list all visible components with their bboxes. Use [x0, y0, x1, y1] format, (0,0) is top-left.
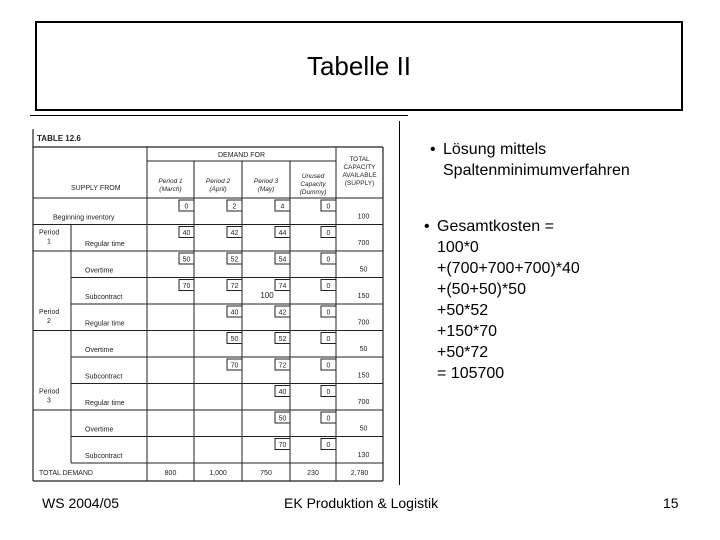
column-header: Capacity [300, 181, 326, 188]
capacity-value: 700 [357, 399, 370, 406]
cost-value: 70 [182, 283, 191, 290]
title-frame [35, 21, 683, 111]
row-label: Subcontract [85, 373, 123, 381]
total-capacity-header: (SUPPLY) [344, 180, 375, 187]
cost-value: 4 [280, 203, 285, 211]
transport-table [31, 121, 399, 485]
slide-title: Tabelle II [306, 51, 412, 81]
total-demand-label: TOTAL DEMAND [39, 470, 93, 477]
cost-value: 0 [326, 336, 331, 343]
total-demand-value: 230 [307, 470, 319, 477]
cost-value: 52 [230, 256, 239, 264]
row-label: Regular time [85, 400, 125, 407]
cost-value: 0 [326, 283, 331, 290]
scanned-table [31, 121, 400, 485]
bullet-line: Lösung mittels [443, 141, 547, 158]
bullet-symbol: • [430, 141, 436, 158]
capacity-value: 130 [357, 452, 370, 459]
header-separator [30, 115, 408, 116]
cost-value: 2 [232, 203, 237, 211]
total-capacity-header: CAPACITY [343, 164, 376, 171]
capacity-value: 50 [359, 425, 368, 433]
cost-value: 0 [326, 203, 331, 211]
capacity-value: 700 [357, 240, 370, 247]
row-label: Overtime [85, 426, 114, 434]
cost-value: 74 [278, 283, 287, 290]
supply-from-label: SUPPLY FROM [71, 185, 121, 192]
column-header: Period 2 [205, 178, 231, 185]
column-header: (April) [209, 186, 227, 193]
table-caption: TABLE 12.6 [37, 134, 81, 143]
cost-value: 0 [184, 203, 189, 211]
bullet-symbol: • [424, 218, 430, 235]
capacity-value: 100 [357, 213, 370, 221]
bullet-2 [424, 216, 580, 384]
capacity-value: 150 [357, 293, 370, 300]
period-group-label: Period [39, 309, 60, 316]
cost-value: 42 [278, 309, 287, 317]
column-header: (May) [257, 186, 275, 193]
row-label: Beginning inventory [53, 214, 115, 222]
cost-value: 40 [278, 389, 287, 396]
total-capacity-header: AVAILABLE [342, 172, 377, 179]
cost-value: 0 [326, 415, 331, 423]
row-label: Subcontract [85, 453, 123, 460]
capacity-value: 700 [357, 319, 370, 327]
period-group-number: 3 [47, 397, 51, 405]
column-header: Unused [301, 173, 325, 180]
capacity-value: 50 [359, 266, 368, 274]
total-demand-value: 2,780 [350, 470, 369, 477]
column-header: Period 1 [158, 178, 183, 185]
bullet-line: = 105700 [437, 365, 505, 382]
capacity-value: 50 [359, 346, 368, 353]
bullet-line: Gesamtkosten = [437, 218, 554, 235]
row-label: Overtime [85, 267, 114, 275]
total-demand-value: 750 [260, 470, 272, 477]
cost-value: 0 [326, 442, 331, 449]
row-label: Regular time [85, 241, 125, 248]
period-group-label: Period [39, 388, 60, 396]
cost-value: 72 [278, 362, 287, 370]
cost-value: 50 [182, 256, 191, 264]
cost-value: 54 [278, 256, 287, 264]
cost-value: 40 [230, 309, 239, 317]
footer-page-number: 15 [663, 495, 679, 511]
bullet-line: +150*70 [437, 323, 498, 340]
cost-value: 0 [326, 230, 331, 237]
period-group-number: 2 [47, 318, 51, 325]
bullet-line: +(50+50)*50 [437, 281, 526, 298]
cost-value: 40 [182, 230, 191, 237]
cost-value: 42 [230, 230, 239, 237]
cost-value: 0 [326, 256, 331, 264]
cost-value: 70 [230, 362, 239, 370]
cost-value: 52 [278, 336, 287, 343]
period-group-label: Period [39, 229, 60, 237]
row-label: Subcontract [85, 294, 123, 301]
cost-value: 72 [230, 283, 239, 290]
footer-course: EK Produktion & Logistik [284, 495, 439, 511]
total-capacity-header: TOTAL [349, 156, 370, 163]
bullet-line: +50*72 [437, 344, 489, 361]
cost-value: 0 [326, 309, 331, 317]
demand-for-label: DEMAND FOR [217, 152, 266, 159]
cost-value: 50 [278, 415, 287, 423]
bullet-line: +(700+700+700)*40 [437, 260, 580, 277]
allocation-value: 100 [260, 291, 274, 300]
row-label: Regular time [85, 320, 125, 328]
period-group-number: 1 [47, 238, 51, 246]
column-header: Period 3 [253, 178, 279, 185]
cost-value: 50 [230, 336, 239, 343]
column-header: (March) [159, 186, 182, 193]
cost-value: 44 [278, 230, 287, 237]
bullet-line: +50*52 [437, 302, 489, 319]
bullet-line: Spaltenminimumverfahren [443, 162, 630, 179]
cost-value: 0 [326, 362, 331, 370]
column-header: (Dummy) [299, 189, 327, 196]
row-label: Overtime [85, 347, 114, 354]
cost-value: 0 [326, 389, 331, 396]
cost-value: 70 [278, 442, 287, 449]
total-demand-value: 800 [164, 470, 177, 477]
total-demand-value: 1,000 [209, 470, 227, 477]
bullet-1 [430, 139, 630, 181]
capacity-value: 150 [357, 372, 370, 380]
bullet-line: 100*0 [437, 239, 479, 256]
footer-semester: WS 2004/05 [42, 495, 120, 511]
